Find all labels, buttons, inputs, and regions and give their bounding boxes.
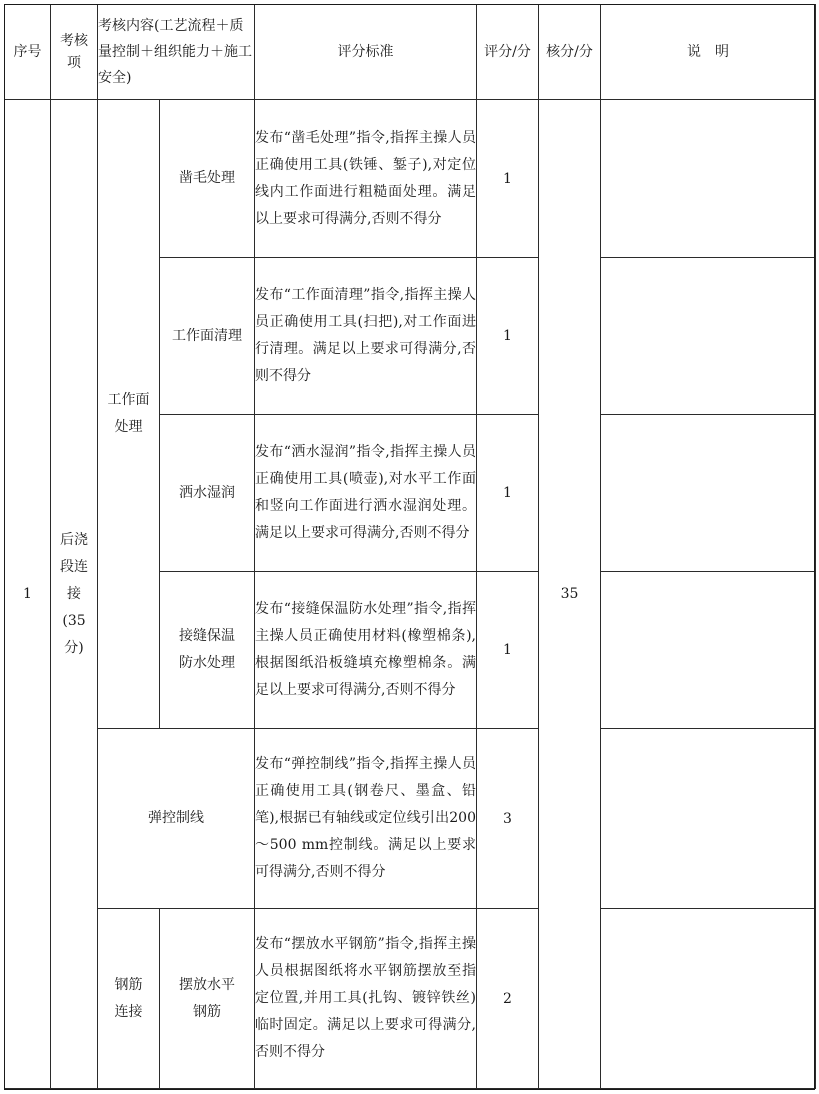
table-row [5, 729, 816, 909]
sub-item: 工作面清理 [160, 258, 255, 415]
table-row [5, 100, 816, 258]
group-surface-treatment: 工作面处理 [98, 100, 160, 729]
score-value: 1 [477, 258, 539, 415]
criteria-text: 发布“接缝保温防水处理”指令,指挥主操人员正确使用材料(橡塑棉条),根据图纸沿板缝填充橡塑棉条。满足以上要求可得满分,否则不得分 [255, 572, 477, 729]
header-no: 序号 [5, 5, 51, 100]
criteria-text: 发布“弹控制线”指令,指挥主操人员正确使用工具(钢卷尺、墨盒、铅笔),根据已有轴线或定位线引出200～500 mm控制线。满足以上要求可得满分,否则不得分 [255, 729, 477, 909]
sub-item: 洒水湿润 [160, 415, 255, 572]
sub-item: 凿毛处理 [160, 100, 255, 258]
sub-item: 摆放水平钢筋 [160, 909, 255, 1089]
score-value: 2 [477, 909, 539, 1089]
note-cell [601, 909, 816, 1089]
table-row [5, 909, 816, 1089]
note-cell [601, 258, 816, 415]
note-cell [601, 100, 816, 258]
header-criteria: 评分标准 [255, 5, 477, 100]
score-value: 1 [477, 100, 539, 258]
sub-item: 弹控制线 [98, 729, 255, 909]
item-name: 后浇段连接(35分) [51, 100, 98, 1089]
criteria-text: 发布“凿毛处理”指令,指挥主操人员正确使用工具(铁锤、錾子),对定位线内工作面进行粗糙面处理。满足以上要求可得满分,否则不得分 [255, 100, 477, 258]
note-cell [601, 572, 816, 729]
score-value: 1 [477, 572, 539, 729]
header-note: 说 明 [601, 5, 816, 100]
assessment-table [4, 4, 816, 1089]
group-rebar-connection: 钢筋连接 [98, 909, 160, 1089]
criteria-text: 发布“洒水湿润”指令,指挥主操人员正确使用工具(喷壶),对水平工作面和竖向工作面进行洒水湿润处理。满足以上要求可得满分,否则不得分 [255, 415, 477, 572]
score-value: 3 [477, 729, 539, 909]
criteria-text: 发布“工作面清理”指令,指挥主操人员正确使用工具(扫把),对工作面进行清理。满足以上要求可得满分,否则不得分 [255, 258, 477, 415]
header-score: 评分/分 [477, 5, 539, 100]
note-cell [601, 415, 816, 572]
criteria-text: 发布“摆放水平钢筋”指令,指挥主操人员根据图纸将水平钢筋摆放至指定位置,并用工具(扎钩、镀锌铁丝)临时固定。满足以上要求可得满分,否则不得分 [255, 909, 477, 1089]
header-content: 考核内容(工艺流程＋质量控制＋组织能力＋施工安全) [98, 5, 255, 100]
check-total: 35 [539, 100, 601, 1089]
header-check: 核分/分 [539, 5, 601, 100]
header-item: 考核项 [51, 5, 98, 100]
score-value: 1 [477, 415, 539, 572]
table-header-row [5, 5, 816, 100]
row-number: 1 [5, 100, 51, 1089]
sub-item: 接缝保温防水处理 [160, 572, 255, 729]
note-cell [601, 729, 816, 909]
